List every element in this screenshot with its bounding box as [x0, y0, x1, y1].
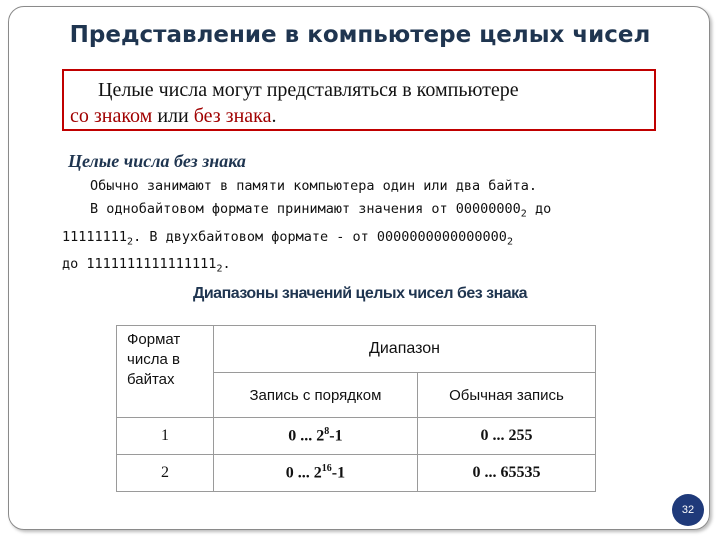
table-row: [117, 418, 596, 455]
para-line-4: [62, 253, 662, 281]
bytes-cell: 2: [117, 455, 214, 492]
para-line-4-end: .: [222, 256, 231, 273]
bytes-cell: 1: [117, 418, 214, 455]
exponent-notation-header: Запись с порядком: [214, 373, 418, 418]
table-caption: Диапазоны значений целых чисел без знака: [192, 285, 528, 302]
para-line-3-text: 11111111: [62, 228, 128, 245]
pow-exp: 16: [321, 463, 332, 475]
pow-base: 0 ... 2: [285, 464, 322, 482]
para-line-4-text: до 1111111111111111: [62, 256, 217, 273]
plain-notation-header: Обычная запись: [417, 373, 595, 418]
subscript: 2: [127, 236, 134, 248]
pow-tail: -1: [331, 464, 346, 482]
ranges-table: [116, 325, 596, 492]
description-paragraph: [62, 175, 662, 281]
exponent-cell: [214, 418, 418, 455]
intro-end: .: [271, 105, 277, 127]
table-row: [117, 455, 596, 492]
pow-base: 0 ... 2: [288, 427, 325, 445]
subscript: 2: [520, 208, 527, 220]
page-number-badge: 32: [672, 494, 704, 526]
para-line-1: Обычно занимают в памяти компьютера один или два байта.: [90, 178, 538, 194]
signed-term: со знаком: [70, 105, 153, 127]
para-line-3-mid: . В двухбайтовом формате - от 0000000000000000: [133, 228, 507, 245]
slide-title: Представление в компьютере целых чисел: [69, 22, 651, 48]
intro-box: [62, 69, 656, 131]
exponent-cell: [214, 455, 418, 492]
section-subtitle: Целые числа без знака: [68, 151, 246, 171]
unsigned-term: без знака: [193, 105, 272, 127]
plain-cell: 0 ... 65535: [417, 455, 595, 492]
subscript: 2: [216, 264, 223, 276]
range-header: Диапазон: [214, 326, 596, 373]
pow-tail: -1: [329, 427, 343, 445]
format-header: Формат числа в байтах: [117, 326, 214, 418]
subscript: 2: [506, 236, 513, 248]
pow-exp: 8: [324, 426, 330, 438]
or-word: или: [152, 105, 194, 127]
plain-cell: 0 ... 255: [417, 418, 595, 455]
para-line-2: [62, 198, 662, 226]
para-line-3: [62, 226, 662, 254]
para-line-2-text: В однобайтовом формате принимают значения от 00000000: [90, 201, 521, 217]
para-line-2-end: до: [526, 201, 552, 217]
intro-line-1: Целые числа могут представляться в компьютере: [98, 79, 519, 101]
intro-line-2: [70, 103, 648, 129]
